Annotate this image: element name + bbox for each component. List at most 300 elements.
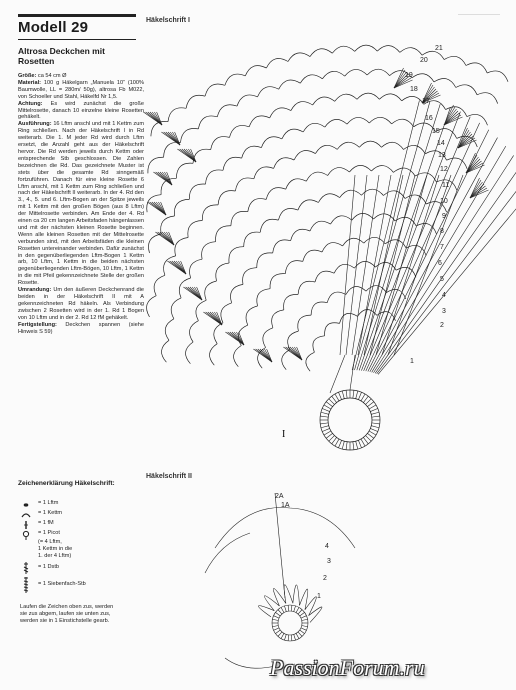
instruction-size bbox=[18, 73, 144, 80]
chain-arc bbox=[359, 141, 381, 147]
text: Es wird zunächst die große Mittelrosette, danach 10 einzelne kleine Rosetten gehäkelt. bbox=[18, 100, 144, 121]
chain-arc bbox=[309, 607, 322, 623]
stitch-mark bbox=[288, 635, 289, 641]
chain-arc bbox=[190, 259, 203, 278]
stitch-mark bbox=[361, 394, 365, 401]
chain-arc bbox=[331, 216, 352, 224]
row-number: 1A bbox=[281, 502, 290, 509]
chain-arc bbox=[216, 263, 229, 281]
row-number: 17 bbox=[422, 98, 430, 105]
chain-arc bbox=[223, 157, 242, 170]
chain-arc bbox=[272, 310, 284, 328]
row-number: 2 bbox=[440, 322, 444, 329]
stitch-mark bbox=[296, 607, 299, 612]
stitch-mark bbox=[274, 616, 279, 618]
chain-arc bbox=[371, 166, 393, 173]
chain-arc bbox=[282, 350, 290, 370]
stitch-column bbox=[370, 138, 498, 372]
stitch-mark bbox=[346, 390, 347, 398]
stitch-mark bbox=[366, 436, 372, 442]
chain-arc bbox=[258, 87, 279, 97]
chain-arc bbox=[244, 232, 261, 247]
chain-arc bbox=[315, 271, 334, 282]
picot-icon bbox=[20, 530, 32, 540]
chain-arc bbox=[181, 128, 199, 142]
stitch-mark bbox=[320, 416, 328, 417]
chain-arc bbox=[288, 331, 299, 350]
stitch-mark bbox=[322, 428, 329, 431]
stitch-mark bbox=[363, 396, 368, 402]
stitch-mark bbox=[275, 612, 280, 616]
chain-arc bbox=[270, 108, 291, 118]
chain-arc bbox=[279, 80, 301, 89]
row-number: 1 bbox=[317, 593, 321, 600]
instruction-execution bbox=[18, 121, 144, 287]
stitch-mark bbox=[339, 440, 342, 447]
row-number: 14 bbox=[437, 140, 445, 147]
label: Umrandung: bbox=[18, 287, 52, 294]
stitch-mark bbox=[367, 402, 373, 407]
chain-arc bbox=[299, 589, 307, 610]
chain-arc bbox=[467, 114, 488, 125]
legend-title: Zeichenerklärung Häkelschrift: bbox=[18, 480, 115, 487]
legend-text: 1. der 4 Lftm) bbox=[38, 553, 72, 559]
chain-arc bbox=[198, 116, 217, 129]
row-number: 2A bbox=[275, 493, 284, 500]
fan-stitch bbox=[172, 132, 180, 145]
legend-text: = 1 Lftm bbox=[38, 500, 59, 506]
stitch-mark bbox=[371, 412, 379, 414]
chain-arc bbox=[332, 46, 354, 53]
fan-stitch bbox=[194, 287, 202, 300]
chain-arc bbox=[310, 221, 331, 231]
chain-arc bbox=[248, 199, 266, 212]
stitch-mark bbox=[329, 436, 335, 442]
chain-arc bbox=[174, 199, 189, 216]
stitch-mark bbox=[298, 632, 302, 636]
row-number: 2 bbox=[323, 575, 327, 582]
chain-arc bbox=[235, 178, 254, 191]
chain-arc bbox=[270, 274, 285, 289]
stitch-mark bbox=[322, 409, 329, 412]
chain-arc bbox=[176, 163, 193, 178]
chain-arc bbox=[447, 158, 468, 169]
chain-arc bbox=[367, 69, 390, 75]
chain-arc bbox=[340, 313, 358, 323]
chain-arc bbox=[379, 94, 401, 101]
stitch-mark bbox=[372, 423, 380, 424]
double-treble-icon bbox=[20, 561, 32, 575]
chain-arc bbox=[347, 117, 369, 124]
stitch-mark bbox=[281, 607, 284, 612]
legend-text: = 1 Dstb bbox=[38, 564, 59, 570]
rosette-ring-inner bbox=[278, 611, 302, 635]
chain-arc bbox=[377, 46, 400, 53]
stitch-mark bbox=[326, 402, 332, 407]
chain-arc bbox=[171, 298, 181, 319]
stitch-mark bbox=[363, 437, 368, 443]
chain-arc bbox=[188, 221, 202, 238]
model-title: Modell 29 bbox=[18, 14, 136, 40]
chain-arc bbox=[313, 336, 325, 353]
chain-arc bbox=[404, 145, 426, 153]
chain-arc bbox=[346, 286, 366, 294]
stitch-mark bbox=[335, 439, 339, 446]
stitch-mark bbox=[284, 606, 286, 612]
chain-arc bbox=[211, 137, 230, 150]
stitch-mark bbox=[302, 619, 308, 620]
chain-arc bbox=[349, 165, 371, 172]
chain-arc bbox=[264, 596, 279, 611]
stitch-mark bbox=[342, 391, 344, 399]
row-number: 5 bbox=[440, 276, 444, 283]
chain-arc bbox=[249, 116, 270, 127]
row-number: 19 bbox=[405, 72, 413, 79]
chain-arc bbox=[318, 194, 339, 203]
chain-arc bbox=[288, 53, 310, 62]
chain-arc bbox=[273, 240, 291, 253]
chain-arc bbox=[337, 142, 359, 149]
label: Fertigstellung: bbox=[18, 321, 57, 328]
chain-arc bbox=[293, 585, 300, 606]
stitch-mark bbox=[288, 605, 289, 611]
chain-arc bbox=[263, 328, 273, 348]
chain-arc bbox=[364, 237, 385, 244]
chain-arc bbox=[327, 292, 346, 303]
stitch-mark bbox=[353, 442, 354, 450]
outer-arc bbox=[205, 533, 250, 573]
instruction-border bbox=[18, 287, 144, 322]
stitch-column bbox=[378, 187, 516, 374]
row-number: 3 bbox=[327, 558, 331, 565]
crochet-chart-1 bbox=[140, 25, 516, 485]
chain-arc bbox=[334, 264, 354, 273]
chain-arc bbox=[154, 275, 165, 295]
stitch-mark bbox=[332, 437, 337, 443]
chain-arc bbox=[229, 247, 244, 263]
chain-arc bbox=[230, 125, 250, 137]
legend-text: = 1 Siebenfach-Stb bbox=[38, 581, 86, 587]
row-number: 18 bbox=[410, 86, 418, 93]
stitch-mark bbox=[326, 433, 332, 438]
stitch-mark bbox=[353, 390, 354, 398]
chain-arc bbox=[217, 105, 237, 117]
row-number: 4 bbox=[442, 292, 446, 299]
divider bbox=[458, 14, 500, 15]
chain-arc bbox=[466, 63, 487, 73]
chain-arc bbox=[261, 137, 282, 148]
legend-text: 1 Kettm in die bbox=[38, 546, 73, 552]
chain-arc bbox=[487, 71, 508, 82]
chain-arc bbox=[234, 346, 242, 367]
chain-arc bbox=[313, 97, 335, 105]
schema-2-label: Häkelschrift II bbox=[146, 473, 192, 480]
row-number: 10 bbox=[440, 198, 448, 205]
chain-arc bbox=[343, 238, 364, 246]
chain-arc bbox=[477, 93, 498, 104]
watermark: PassionForum.ru bbox=[270, 655, 425, 680]
chain-arc bbox=[186, 342, 194, 364]
stitch-column bbox=[352, 100, 419, 370]
chain-arc bbox=[246, 306, 257, 325]
chain-arc bbox=[221, 303, 232, 323]
row-number: 13 bbox=[438, 152, 446, 159]
row-number: 4 bbox=[325, 543, 329, 550]
fan-stitch bbox=[158, 202, 166, 215]
chain-arc bbox=[196, 300, 206, 320]
chain-arc bbox=[257, 253, 273, 268]
stitch-mark bbox=[272, 625, 278, 626]
stitch-mark bbox=[369, 405, 376, 409]
stitch-mark bbox=[370, 409, 377, 412]
stitch-mark bbox=[366, 399, 372, 405]
pattern-title: Altrosa Deckchen mit Rosetten bbox=[18, 46, 105, 66]
chain-arc bbox=[325, 323, 340, 336]
stitch-mark bbox=[346, 442, 347, 450]
chain-arc bbox=[335, 94, 357, 101]
chain-arc bbox=[303, 123, 325, 132]
stitch-mark bbox=[281, 633, 284, 638]
row-number: 7 bbox=[440, 244, 444, 251]
stitch-mark bbox=[329, 399, 335, 405]
chain-arc bbox=[400, 48, 422, 56]
stitch-column bbox=[358, 175, 391, 355]
chain-arc bbox=[165, 319, 174, 341]
stitch-mark bbox=[372, 416, 380, 417]
label: Ausführung: bbox=[18, 121, 52, 128]
label: Größe: bbox=[18, 73, 37, 79]
stitch-mark bbox=[367, 433, 373, 438]
stitch-mark bbox=[294, 606, 296, 612]
row-number: 15 bbox=[432, 128, 440, 135]
stitch-mark bbox=[321, 426, 329, 428]
chain-arc bbox=[231, 211, 248, 225]
stitch-mark bbox=[301, 616, 306, 618]
outer-arc bbox=[215, 508, 355, 549]
chain-arc bbox=[322, 243, 343, 252]
chain-arc bbox=[148, 157, 164, 173]
label: Material: bbox=[18, 79, 42, 86]
row-number: 16 bbox=[425, 115, 433, 122]
chain-arc bbox=[285, 261, 303, 274]
stitch-mark bbox=[302, 625, 308, 626]
chain-arc bbox=[412, 74, 434, 82]
stitch-mark bbox=[300, 630, 305, 634]
stitch-column bbox=[361, 112, 460, 371]
slip-stitch-icon bbox=[20, 510, 32, 520]
row-number: 12 bbox=[440, 166, 448, 173]
stitch-mark bbox=[272, 619, 278, 620]
stitch-mark bbox=[339, 392, 342, 399]
stitch-mark bbox=[342, 441, 344, 449]
chain-arc bbox=[175, 238, 188, 256]
chain-arc bbox=[274, 158, 295, 169]
chain-arc bbox=[231, 284, 243, 303]
stitch-mark bbox=[324, 431, 331, 435]
septuple-treble-icon bbox=[20, 576, 32, 594]
stitch-mark bbox=[291, 605, 292, 611]
chain-arc bbox=[298, 281, 315, 294]
legend-text: (= 4 Lftm, bbox=[38, 539, 62, 545]
chain-arc bbox=[282, 129, 303, 139]
chain-arc bbox=[237, 95, 258, 106]
chain-arc bbox=[148, 234, 161, 253]
stitch-mark bbox=[332, 396, 337, 402]
chain-stitch-icon bbox=[20, 500, 32, 510]
chain-arc bbox=[202, 242, 216, 260]
stitch-mark bbox=[284, 634, 286, 640]
stem bbox=[350, 355, 355, 390]
fan-stitch bbox=[166, 232, 174, 245]
instruction-attention bbox=[18, 101, 144, 122]
stitch-mark bbox=[275, 630, 280, 634]
chain-arc bbox=[168, 108, 186, 122]
fan-stitch bbox=[264, 349, 272, 362]
chain-arc bbox=[214, 323, 223, 344]
instruction-finishing bbox=[18, 322, 144, 336]
chain-arc bbox=[205, 281, 217, 300]
chain-arc bbox=[322, 71, 344, 79]
chain-arc bbox=[189, 321, 198, 342]
chain-arc bbox=[162, 340, 169, 362]
chain-arc bbox=[325, 119, 347, 127]
chain-arc bbox=[392, 119, 414, 127]
chain-arc bbox=[340, 190, 362, 197]
chain-arc bbox=[225, 74, 245, 85]
text: Deckchen spannen (siehe Hinweis S 59) bbox=[18, 321, 144, 335]
chain-arc bbox=[164, 142, 181, 157]
chain-arc bbox=[456, 85, 477, 95]
stitch-mark bbox=[324, 405, 331, 409]
instructions bbox=[18, 73, 144, 335]
row-number: 11 bbox=[442, 182, 450, 189]
stitch-mark bbox=[321, 412, 329, 414]
chain-arc bbox=[355, 45, 378, 51]
chain-arc bbox=[444, 56, 466, 65]
stitch-column bbox=[394, 175, 463, 355]
chain-arc bbox=[243, 268, 257, 285]
text: ca 54 cm Ø bbox=[36, 73, 67, 79]
chain-arc bbox=[205, 84, 225, 96]
fan-stitch bbox=[294, 347, 302, 360]
chain-arc bbox=[310, 49, 332, 57]
schema-1-roman: I bbox=[282, 429, 286, 440]
stem bbox=[330, 355, 345, 393]
text: 100 g Häkelgarn „Manuela 10“ (100% Baumwolle, LL = 280m/ 50g), altrosa Fb M022, von Schoeller und Stahl, Häkelfd Nr 1,5. bbox=[18, 79, 144, 100]
stitch-mark bbox=[294, 634, 296, 640]
chain-arc bbox=[242, 146, 262, 158]
stitch-mark bbox=[371, 426, 379, 428]
stitch-mark bbox=[358, 440, 361, 447]
chain-arc bbox=[161, 216, 175, 234]
chain-arc bbox=[291, 229, 310, 240]
chain-arc bbox=[266, 58, 288, 68]
chain-arc bbox=[315, 145, 337, 153]
row-number: 9 bbox=[442, 213, 446, 220]
chain-arc bbox=[357, 93, 379, 99]
chain-arc bbox=[306, 352, 315, 371]
center-ring-inner bbox=[328, 398, 372, 442]
chain-arc bbox=[284, 585, 293, 604]
stitch-mark bbox=[356, 391, 358, 399]
chain-arc bbox=[286, 179, 307, 189]
stitch-mark bbox=[320, 423, 328, 424]
chain-arc bbox=[216, 226, 231, 242]
stitch-mark bbox=[300, 612, 305, 616]
stitch-mark bbox=[274, 628, 279, 630]
chain-arc bbox=[151, 121, 168, 136]
chain-arc bbox=[303, 250, 322, 261]
chain-arc bbox=[210, 344, 218, 366]
stitch-column bbox=[377, 176, 516, 374]
chain-arc bbox=[206, 170, 224, 184]
chain-arc bbox=[434, 78, 456, 87]
schema-1-label: Häkelschrift I bbox=[146, 17, 190, 24]
instruction-material bbox=[18, 80, 144, 101]
stitch-mark bbox=[356, 441, 358, 449]
chain-arc bbox=[202, 205, 218, 221]
chain-arc bbox=[291, 102, 313, 111]
legend-text: = 1 Kettm bbox=[38, 510, 63, 516]
stitch-mark bbox=[369, 431, 376, 435]
stitch-mark bbox=[278, 610, 282, 614]
chain-arc bbox=[278, 208, 298, 220]
chain-arc bbox=[186, 95, 205, 108]
stitch-mark bbox=[358, 392, 361, 399]
chain-arc bbox=[147, 296, 157, 317]
chain-arc bbox=[260, 219, 278, 232]
chain-arc bbox=[393, 168, 415, 176]
stitch-mark bbox=[361, 439, 365, 446]
fan-stitch bbox=[154, 112, 162, 125]
chain-arc bbox=[294, 151, 315, 160]
row-number: 3 bbox=[442, 308, 446, 315]
chain-arc bbox=[345, 69, 367, 76]
chain-arc bbox=[298, 315, 311, 331]
chain-arc bbox=[306, 172, 327, 181]
legend-text: = 1 fM bbox=[38, 520, 54, 526]
row-number: 20 bbox=[420, 57, 428, 64]
chain-arc bbox=[257, 289, 270, 306]
stitch-mark bbox=[291, 635, 292, 641]
chain-arc bbox=[300, 75, 322, 83]
text: Um den äußeren Deckchenrand die beiden in der Häkelschrift II mit A gekennzeichneten Rd häkeln. Als Verbindung zwischen 2 Rosetten wird in der 1. Rd 1 Bogen von 10 Lftm und in der 2. Rd 12 fM gehäkelt. bbox=[18, 287, 144, 321]
row-number: 21 bbox=[435, 45, 443, 52]
crochet-chart-2 bbox=[195, 488, 375, 678]
chain-arc bbox=[328, 168, 350, 176]
chain-arc bbox=[266, 188, 286, 200]
row-number: 6 bbox=[438, 260, 442, 267]
stitch-column bbox=[382, 175, 439, 355]
stitch-mark bbox=[298, 610, 302, 614]
stitch-mark bbox=[278, 632, 282, 636]
chain-arc bbox=[284, 294, 299, 310]
fan-stitch bbox=[178, 261, 186, 274]
stitch-mark bbox=[296, 633, 299, 638]
chain-arc bbox=[369, 117, 391, 124]
chain-arc bbox=[189, 184, 205, 199]
outer-arc bbox=[225, 658, 275, 668]
chain-arc bbox=[245, 66, 266, 76]
single-crochet-icon bbox=[20, 520, 32, 530]
stitch-mark bbox=[301, 628, 306, 630]
chain-arc bbox=[382, 142, 404, 149]
text: 16 Lftm anschl und mit 1 Kettm zum Ring schließen. Nach der Häkelschrift I in Rd weiterarb. Die 1. M jeder Rd wird durch Lftm ersetzt, die Anzahl geht aus der Häkelschrift hervor. Die Rd werden jeweils durch Kettm oder entsprechende Stb geschlossen. Die Zahlen bezeichnen die Rd. Das gezeichnete Muster ist stets über die gesamte Rd sinngemäß fortzuführen. Danach für eine kleine Rosette 6 Lftm anschl, mit 1 Kettm zum Ring schließen und nach der Häkelschrift II weiterarb. In der 4. Rd den 3., 4., 5. und 6. Lftm-Bogen an der Spitze jeweils mit 1 Kettm mit den großen Bögen (aus 8 Lftm) der Mittelrosette verbinden. Am Ende der 4. Rd einen ca 20 cm langen Arbeitsfaden hängenlassen und mit der nächsten kleinen Rosette beginnen. Wenn alle kleinen Rosetten mit der Mittelrosette verbunden sind, mit den Arbeitsfäden die kleinen Rosetten untereinander verbinden. Dafür zunächst in den gegenüberliegenden Lftm-Bogen 1 Kettm arb, 10 Lftm, 1 Kettm in die beiden nächsten gegenüberliegenden Lftm-Bögen, 10 Lftm, 1 Kettm in die mit Pfeil gekennzeichnete Stelle der großen Rosette. bbox=[18, 121, 144, 287]
chain-arc bbox=[218, 191, 235, 205]
chain-arc bbox=[311, 302, 327, 315]
chain-arc bbox=[254, 167, 274, 179]
chain-arc bbox=[402, 96, 424, 104]
